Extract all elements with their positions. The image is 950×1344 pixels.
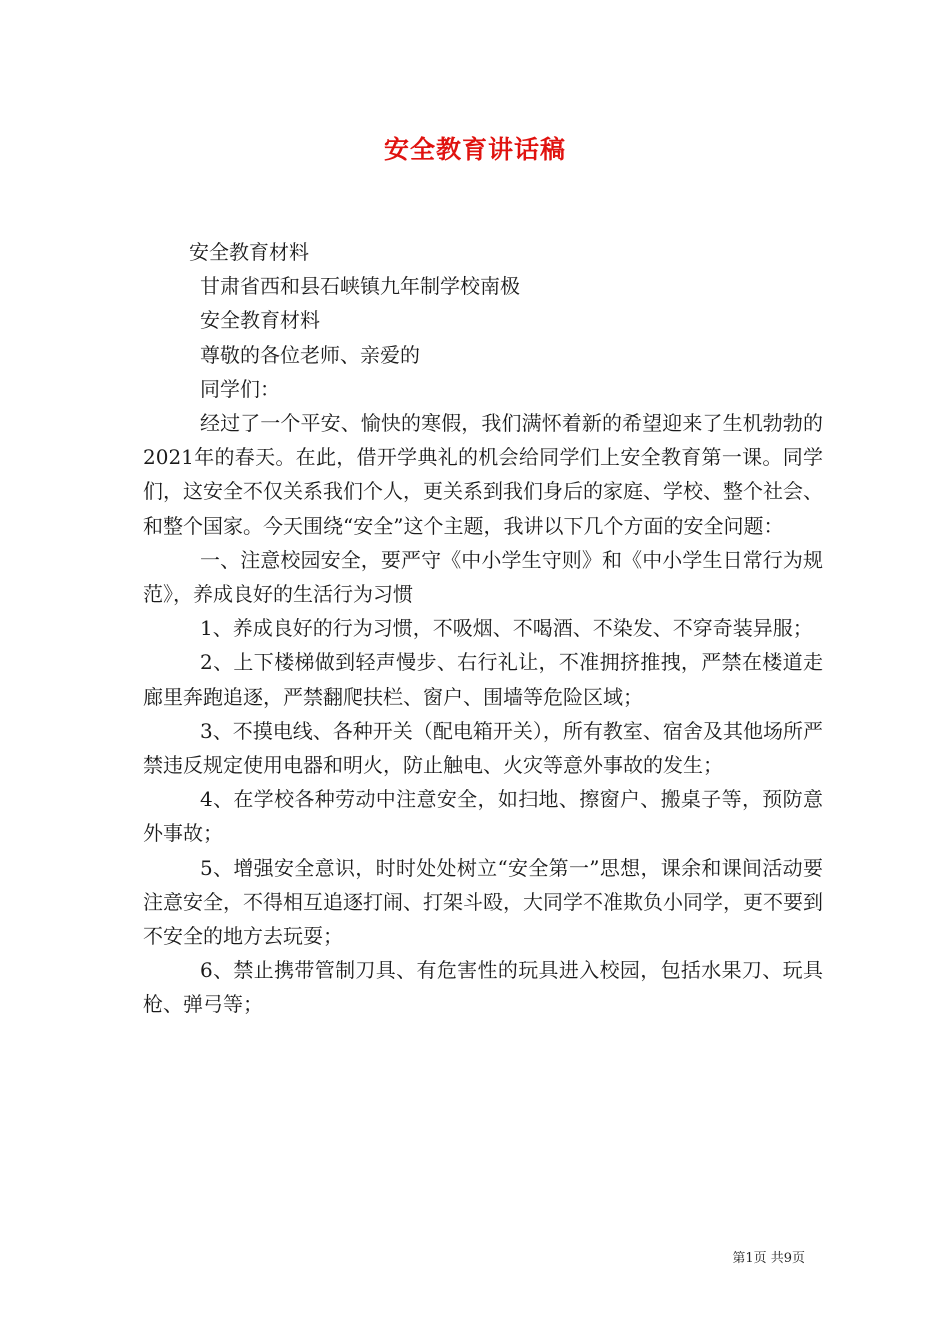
page-footer: 第1页 共9页 [732,1251,805,1266]
intro-line-5: 同学们： [200,376,280,401]
paragraph: 5、增强安全意识，时时处处树立“安全第一”思想，课余和课间活动要注意安全，不得相互追逐打闹、打架斗殴，大同学不准欺负小同学，更不要到不安全的地方去玩耍； [143,855,823,949]
intro-line-3: 安全教育材料 [200,308,320,333]
paragraph: 2、上下楼梯做到轻声慢步、右行礼让，不准拥挤推拽，严禁在楼道走廊里奔跑追逐，严禁翻爬扶栏、窗户、围墙等危险区域； [143,650,823,709]
page-title: 安全教育讲话稿 [383,135,566,164]
document-body [143,235,823,1022]
intro-line-4: 尊敬的各位老师、亲爱的 [200,342,420,367]
paragraph: 3、不摸电线、各种开关（配电箱开关），所有教室、宿舍及其他场所严禁违反规定使用电器和明火，防止触电、火灾等意外事故的发生； [143,718,823,778]
paragraph: 6、禁止携带管制刀具、有危害性的玩具进入校园，包括水果刀、玩具枪、弹弓等； [143,958,823,1017]
intro-line-1: 安全教育材料 [189,240,309,264]
paragraph: 4、在学校各种劳动中注意安全，如扫地、擦窗户、搬桌子等，预防意外事故； [143,787,823,846]
intro-line-2: 甘肃省西和县石峡镇九年制学校南极 [200,274,520,299]
paragraph: 1、养成良好的行为习惯，不吸烟、不喝酒、不染发、不穿奇装异服； [200,616,813,641]
paragraph: 一、注意校园安全，要严守《中小学生守则》和《中小学生日常行为规范》，养成良好的生活行为习惯 [143,547,823,607]
paragraph: 经过了一个平安、愉快的寒假，我们满怀着新的希望迎来了生机勃勃的2021年的春天。在此，借开学典礼的机会给同学们上安全教育第一课。同学们，这安全不仅关系我们个人，更关系到我们身后的家庭、学校、整个社会、和整个国家。今天围绕“安全”这个主题，我讲以下几个方面的安全问题： [143,411,823,538]
